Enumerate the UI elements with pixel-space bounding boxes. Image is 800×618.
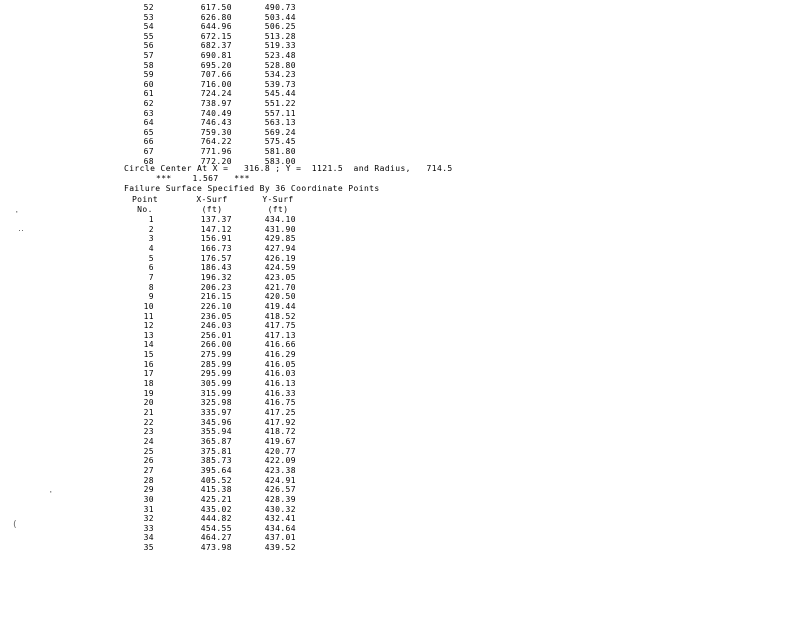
point-number: 12 [143, 321, 154, 331]
x-surf-value: 137.37 [200, 215, 232, 224]
y-surf-value: 432.41 [264, 514, 296, 524]
point-number: 8 [148, 282, 154, 292]
x-surf-value: 690.81 [200, 51, 232, 60]
y-surf-value: 416.75 [264, 398, 296, 408]
scan-speck: · [14, 208, 20, 218]
point-number: 3 [148, 234, 154, 244]
table-row [0, 408, 800, 418]
y-surf-value: 419.44 [264, 301, 296, 311]
table-row [0, 456, 800, 466]
point-number: 28 [143, 475, 154, 485]
point-number: 59 [143, 70, 154, 80]
table-row [0, 254, 800, 264]
point-number: 66 [143, 137, 154, 147]
y-surf-value: 551.22 [264, 99, 296, 108]
x-surf-value: 716.00 [200, 79, 232, 89]
y-surf-value: 534.23 [264, 70, 296, 80]
y-surf-value: 422.09 [264, 456, 296, 466]
table-row [0, 292, 800, 302]
table-row [0, 3, 800, 13]
y-surf-value: 528.80 [264, 60, 296, 70]
x-surf-value: 405.52 [200, 475, 232, 485]
table-row [0, 427, 800, 437]
table-row [0, 89, 800, 99]
y-surf-value: 429.85 [264, 234, 296, 244]
y-surf-value: 523.48 [264, 51, 296, 60]
table-row [0, 369, 800, 379]
table-row [0, 485, 800, 495]
point-number: 64 [143, 118, 154, 128]
y-surf-value: 569.24 [264, 127, 296, 137]
failure-surface-heading: Failure Surface Specified By 36 Coordinate Points [124, 184, 380, 193]
y-surf-value: 426.19 [264, 253, 296, 263]
x-surf-value: 186.43 [200, 263, 232, 273]
x-surf-value: 266.00 [200, 340, 232, 350]
y-surf-value: 416.03 [264, 369, 296, 379]
x-surf-value: 315.99 [200, 388, 232, 398]
y-surf-value: 434.10 [264, 215, 296, 224]
table-row [0, 447, 800, 457]
x-surf-value: 166.73 [200, 243, 232, 253]
y-surf-value: 421.70 [264, 282, 296, 292]
point-number: 5 [148, 253, 154, 263]
point-number: 54 [143, 22, 154, 32]
point-number: 67 [143, 147, 154, 156]
y-surf-value: 426.57 [264, 485, 296, 495]
y-surf-value: 575.45 [264, 137, 296, 147]
table-row [0, 273, 800, 283]
y-surf-value: 583.00 [264, 156, 296, 166]
table-row [0, 13, 800, 23]
table-row [0, 312, 800, 322]
y-surf-value: 417.25 [264, 408, 296, 417]
y-surf-value: 513.28 [264, 31, 296, 41]
table-row [0, 51, 800, 61]
y-surf-value: 563.13 [264, 118, 296, 128]
safety-factor-line: *** 1.567 *** [156, 174, 250, 183]
x-surf-value: 246.03 [200, 321, 232, 331]
point-number: 35 [143, 543, 154, 553]
point-number: 63 [143, 108, 154, 118]
point-number: 17 [143, 369, 154, 379]
y-surf-value: 539.73 [264, 79, 296, 89]
x-surf-value: 473.98 [200, 543, 232, 553]
x-surf-value: 425.21 [200, 494, 232, 504]
x-surf-value: 772.20 [200, 156, 232, 166]
table-row [0, 118, 800, 128]
table-row [0, 331, 800, 341]
point-number: 7 [148, 272, 154, 282]
y-surf-value: 503.44 [264, 12, 296, 22]
y-surf-value: 416.13 [264, 379, 296, 389]
point-number: 21 [143, 408, 154, 417]
table-row [0, 340, 800, 350]
x-surf-value: 435.02 [200, 504, 232, 514]
y-surf-value: 434.64 [264, 523, 296, 533]
y-surf-value: 557.11 [264, 108, 296, 118]
y-surf-value: 416.33 [264, 388, 296, 398]
y-surf-value: 490.73 [264, 3, 296, 12]
header-y-unit: (ft) [267, 205, 289, 214]
x-surf-value: 771.96 [200, 147, 232, 156]
x-surf-value: 759.30 [200, 127, 232, 137]
x-surf-value: 285.99 [200, 359, 232, 369]
scan-speck: ‥ [18, 224, 25, 234]
header-y-surf: Y-Surf [262, 195, 294, 204]
point-number: 22 [143, 417, 154, 427]
point-number: 15 [143, 350, 154, 360]
x-surf-value: 740.49 [200, 108, 232, 118]
y-surf-value: 417.92 [264, 417, 296, 427]
table-row [0, 476, 800, 486]
table-row [0, 70, 800, 80]
point-number: 29 [143, 485, 154, 495]
point-number: 32 [143, 514, 154, 524]
x-surf-value: 355.94 [200, 427, 232, 437]
x-surf-value: 746.43 [200, 118, 232, 128]
header-x-surf: X-Surf [196, 195, 228, 204]
table-row [0, 283, 800, 293]
x-surf-value: 335.97 [200, 408, 232, 417]
y-surf-value: 416.66 [264, 340, 296, 350]
table-row [0, 418, 800, 428]
x-surf-value: 156.91 [200, 234, 232, 244]
table-row [0, 244, 800, 254]
point-number: 13 [143, 330, 154, 340]
point-number: 53 [143, 12, 154, 22]
table-row [0, 128, 800, 138]
x-surf-value: 764.22 [200, 137, 232, 147]
point-number: 55 [143, 31, 154, 41]
point-number: 62 [143, 99, 154, 108]
table-row [0, 543, 800, 553]
table-row [0, 137, 800, 147]
header-point: Point [131, 195, 159, 204]
y-surf-value: 420.50 [264, 292, 296, 302]
point-number: 18 [143, 379, 154, 389]
y-surf-value: 423.05 [264, 272, 296, 282]
point-number: 14 [143, 340, 154, 350]
y-surf-value: 519.33 [264, 41, 296, 51]
y-surf-value: 416.29 [264, 350, 296, 360]
x-surf-value: 395.64 [200, 465, 232, 475]
table-row [0, 61, 800, 71]
table-row [0, 41, 800, 51]
point-number: 30 [143, 494, 154, 504]
table-row [0, 437, 800, 447]
point-number: 56 [143, 41, 154, 51]
point-number: 9 [148, 292, 154, 302]
point-number: 20 [143, 398, 154, 408]
x-surf-value: 236.05 [200, 311, 232, 321]
y-surf-value: 416.05 [264, 359, 296, 369]
y-surf-value: 427.94 [264, 243, 296, 253]
point-number: 11 [143, 311, 154, 321]
point-number: 19 [143, 388, 154, 398]
table-row [0, 99, 800, 109]
x-surf-value: 707.66 [200, 70, 232, 80]
y-surf-value: 419.67 [264, 436, 296, 446]
point-number: 33 [143, 523, 154, 533]
x-surf-value: 444.82 [200, 514, 232, 524]
x-surf-value: 176.57 [200, 253, 232, 263]
point-number: 52 [143, 3, 154, 12]
x-surf-value: 365.87 [200, 436, 232, 446]
x-surf-value: 738.97 [200, 99, 232, 108]
x-surf-value: 617.50 [200, 3, 232, 12]
table-row [0, 389, 800, 399]
point-number: 6 [148, 263, 154, 273]
point-number: 34 [143, 533, 154, 543]
y-surf-value: 437.01 [264, 533, 296, 543]
point-number: 10 [143, 301, 154, 311]
y-surf-value: 420.77 [264, 446, 296, 456]
x-surf-value: 415.38 [200, 485, 232, 495]
point-number: 25 [143, 446, 154, 456]
x-surf-value: 147.12 [200, 224, 232, 234]
x-surf-value: 345.96 [200, 417, 232, 427]
table-row [0, 32, 800, 42]
point-number: 16 [143, 359, 154, 369]
y-surf-value: 439.52 [264, 543, 296, 553]
y-surf-value: 431.90 [264, 224, 296, 234]
x-surf-value: 275.99 [200, 350, 232, 360]
table-row [0, 225, 800, 235]
table-row [0, 80, 800, 90]
point-number: 68 [143, 156, 154, 166]
table-row [0, 22, 800, 32]
x-surf-value: 672.15 [200, 31, 232, 41]
x-surf-value: 305.99 [200, 379, 232, 389]
x-surf-value: 295.99 [200, 369, 232, 379]
x-surf-value: 695.20 [200, 60, 232, 70]
y-surf-value: 428.39 [264, 494, 296, 504]
y-surf-value: 430.32 [264, 504, 296, 514]
x-surf-value: 644.96 [200, 22, 232, 32]
circle-center-line: Circle Center At X = 316.8 ; Y = 1121.5 and Radius, 714.5 [124, 164, 453, 173]
table-row [0, 505, 800, 515]
table-row [0, 263, 800, 273]
x-surf-value: 682.37 [200, 41, 232, 51]
table-row [0, 466, 800, 476]
point-number: 65 [143, 127, 154, 137]
x-surf-value: 196.32 [200, 272, 232, 282]
table-row [0, 147, 800, 157]
x-surf-value: 375.81 [200, 446, 232, 456]
table-row [0, 360, 800, 370]
y-surf-value: 581.80 [264, 147, 296, 156]
table-row [0, 398, 800, 408]
table-row [0, 350, 800, 360]
y-surf-value: 423.38 [264, 465, 296, 475]
point-number: 24 [143, 436, 154, 446]
y-surf-value: 417.75 [264, 321, 296, 331]
x-surf-value: 454.55 [200, 523, 232, 533]
point-number: 57 [143, 51, 154, 60]
table-row [0, 302, 800, 312]
x-surf-value: 724.24 [200, 89, 232, 99]
point-number: 26 [143, 456, 154, 466]
x-surf-value: 385.73 [200, 456, 232, 466]
y-surf-value: 424.91 [264, 475, 296, 485]
header-x-unit: (ft) [201, 205, 223, 214]
scan-speck: · [48, 488, 54, 498]
header-no: No. [137, 205, 153, 214]
point-number: 23 [143, 427, 154, 437]
scan-speck: ( [12, 520, 18, 530]
table-row [0, 215, 800, 225]
table-row [0, 234, 800, 244]
table-row [0, 524, 800, 534]
x-surf-value: 464.27 [200, 533, 232, 543]
point-number: 58 [143, 60, 154, 70]
y-surf-value: 418.72 [264, 427, 296, 437]
x-surf-value: 226.10 [200, 301, 232, 311]
y-surf-value: 424.59 [264, 263, 296, 273]
x-surf-value: 325.98 [200, 398, 232, 408]
point-number: 27 [143, 465, 154, 475]
point-number: 4 [148, 243, 154, 253]
x-surf-value: 216.15 [200, 292, 232, 302]
y-surf-value: 545.44 [264, 89, 296, 99]
table-row [0, 109, 800, 119]
x-surf-value: 626.80 [200, 12, 232, 22]
x-surf-value: 206.23 [200, 282, 232, 292]
table-row [0, 321, 800, 331]
table-row [0, 514, 800, 524]
y-surf-value: 418.52 [264, 311, 296, 321]
point-number: 61 [143, 89, 154, 99]
point-number: 2 [148, 224, 154, 234]
point-number: 60 [143, 79, 154, 89]
point-number: 31 [143, 504, 154, 514]
point-number: 1 [148, 215, 154, 224]
table-row [0, 495, 800, 505]
table-row [0, 533, 800, 543]
table-row [0, 379, 800, 389]
y-surf-value: 417.13 [264, 330, 296, 340]
x-surf-value: 256.01 [200, 330, 232, 340]
y-surf-value: 506.25 [264, 22, 296, 32]
